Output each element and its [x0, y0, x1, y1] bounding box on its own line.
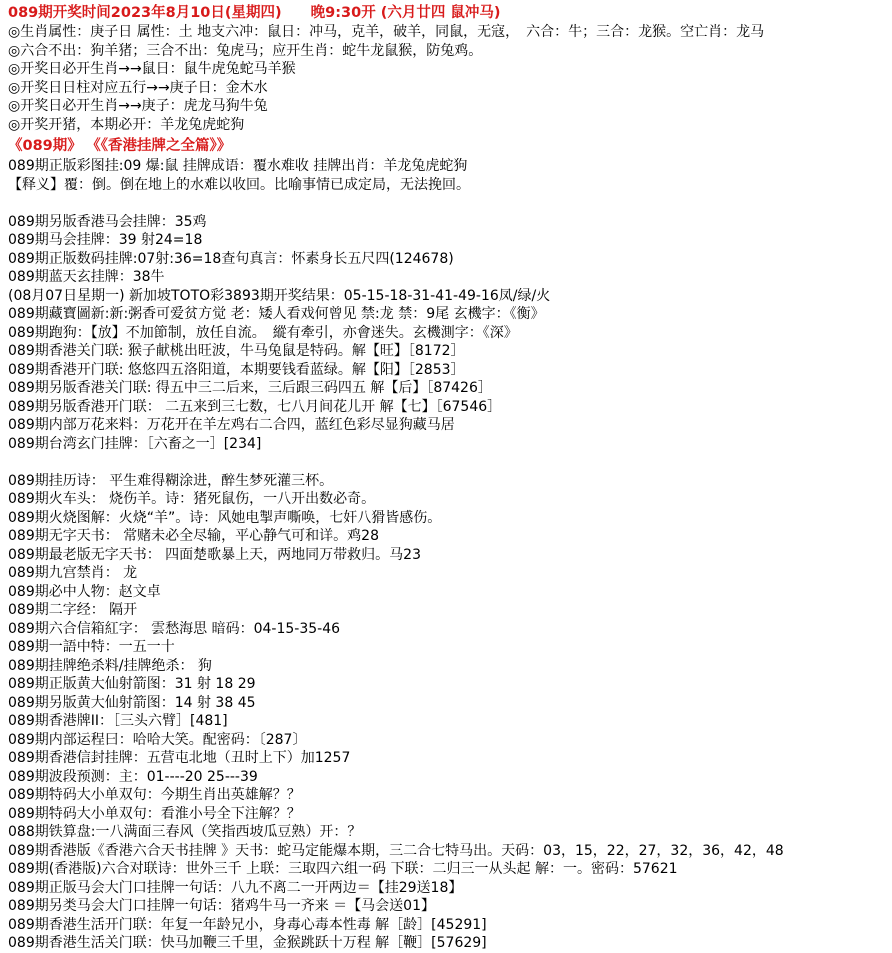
section-title-right: 《《香港挂牌之全篇》》 — [86, 138, 232, 155]
body-line: 089期另版香港关门联: 得五中三二后来，三后跟三码四五 解【后】［87426］ — [8, 380, 492, 397]
body-line: 089期香港开门联: 悠悠四五洛阳道，本期要钱看蓝绿。解【阳】［2853］ — [8, 361, 465, 378]
section-title-left: 《089期》 — [8, 138, 82, 155]
body-line: 089期正版黄大仙射箭图：31 射 18 29 — [8, 676, 256, 693]
body-line: 089期内部万花来料：万花开在羊左鸡右二合四，蓝红色彩尽显狗藏马居 — [8, 417, 455, 434]
body-line: 089期香港关门联: 猴子献桃出旺波，牛马兔鼠是特码。解【旺】［8172］ — [8, 343, 465, 360]
body-line: 089期藏寶圖新:新:粥香可爱贫方觉 老：矮人看戏何曾见 禁:龙 禁：9尾 玄機字：《衡》 — [8, 306, 545, 323]
document-body — [0, 157, 892, 953]
body-line: 089期另版黄大仙射箭图：14 射 38 45 — [8, 694, 256, 711]
body-line: 089期火车头： 烧伤羊。诗：猪死鼠伤，一八开出数必奇。 — [8, 491, 376, 508]
body-line: 089期香港生活关门联：快马加鞭三千里，金猴跳跃十万程 解［鞭］[57629] — [8, 935, 487, 952]
body-line: 089期台湾玄门挂牌：［六畜之一］[234] — [8, 435, 262, 452]
body-line: 089期另版香港马会挂牌：35鸡 — [8, 213, 207, 230]
header-line-6: ◎开奖开猪，本期必开：羊龙兔虎蛇狗 — [8, 116, 245, 133]
body-line: 089期挂历诗： 平生难得糊涂进，醉生梦死灌三杯。 — [8, 472, 334, 489]
header-line-0: 089期开奖时间2023年8月10日(星期四) 晚9:30开 (六月廿四 鼠冲马) — [8, 5, 501, 21]
body-line: 089期六合信箱紅字： 雲愁海思 暗码：04-15-35-46 — [8, 620, 341, 637]
header-line-4: ◎开奖日日柱对应五行→→庚子日：金木水 — [8, 79, 268, 96]
body-line: 089期火烧图解：火烧“羊”。诗：风她电掣声嘶唤，七奸八猾皆感伤。 — [8, 509, 442, 526]
body-line: 【释义】覆：倒。倒在地上的水难以收回。比喻事情已成定局，无法挽回。 — [8, 176, 470, 193]
body-line: 089期特码大小单双句：看淮小号全下注解？？ — [8, 805, 301, 822]
body-line: 089期香港信封挂牌：五营屯北地（丑时上下）加1257 — [8, 750, 351, 767]
body-line: 089期无字天书： 常赌未必全尽输，平心静气可和详。鸡28 — [8, 528, 379, 545]
header-line-3: ◎开奖日必开生肖→→鼠日：鼠牛虎兔蛇马羊猴 — [8, 61, 296, 78]
body-line: 089期正版马会大门口挂牌一句话：八九不离二一开两边＝【挂29送18】 — [8, 879, 463, 896]
body-line: 089期特码大小单双句：今期生肖出英雄解？？ — [8, 787, 301, 804]
body-line: 089期波段预测：主：01----20 25---39 — [8, 768, 258, 785]
body-line: 089期正版彩图挂:09 爆:鼠 挂牌成语：覆水难收 挂牌出肖：羊龙兔虎蛇狗 — [8, 158, 468, 175]
body-line: 089期最老版无字天书： 四面楚歌暴上天，两地同万带救归。马23 — [8, 546, 421, 563]
body-line: 089期必中人物：赵文卓 — [8, 583, 161, 600]
header-line-1: ◎生肖属性：庚子日 属性：土 地支六冲：鼠日：冲马，克羊，破羊，同鼠，无寇， 六合：牛；三合：龙猴。空亡肖：龙马 — [8, 24, 765, 41]
body-line: 089期(香港版)六合对联诗：世外三千 上联：三取四六组一码 下联：二归三一从头起 解：一。密码：57621 — [8, 861, 678, 878]
section-title-row — [0, 137, 892, 156]
body-line: 089期九宫禁肖： 龙 — [8, 565, 138, 582]
body-line: 089期蓝天玄挂牌：38牛 — [8, 269, 165, 286]
body-line: 089期另类马会大门口挂牌一句话：猪鸡牛马一齐来 ＝【马会送01】 — [8, 898, 435, 915]
body-line: 088期铁算盘:一八满面三春风（笑指西坡瓜豆熟）开：？ — [8, 824, 362, 841]
body-line — [0, 194, 892, 213]
body-line: 089期二字经： 隔开 — [8, 602, 138, 619]
body-line: 089期跑狗：【放】不加節制，放任自流。 縱有牽引，亦會迷失。玄機測字：《深》 — [8, 324, 518, 341]
body-line: 089期内部运程曰：哈哈大笑。配密码：〔287〕 — [8, 731, 307, 748]
body-line: 089期挂牌绝杀料/挂牌绝杀： 狗 — [8, 657, 212, 674]
body-line — [0, 453, 892, 472]
body-line: 089期香港版《香港六合天书挂牌 》天书：蛇马定能爆本期，三二合七特马出。天码：03，15，22，27，32，36，42，48 — [8, 842, 784, 859]
body-line: 089期正版数码挂牌:07射:36=18查句真言：怀素身长五尺四(124678) — [8, 250, 454, 267]
body-line: 089期一語中特：一五一十 — [8, 639, 175, 656]
body-line: 089期香港生活开门联：年复一年龄兄小，身毒心毒本性毒 解［龄］[45291] — [8, 916, 487, 933]
body-line: (08月07日星期一) 新加坡TOTO彩3893期开奖结果：05-15-18-31-41-49-16凤/绿/火 — [8, 287, 551, 304]
header-line-2: ◎六合不出：狗羊猪；三合不出：兔虎马；应开生肖：蛇牛龙鼠猴，防兔鸡。 — [8, 42, 483, 59]
header-line-5: ◎开奖日必开生肖→→庚子：虎龙马狗牛兔 — [8, 98, 268, 115]
body-line: 089期香港牌II：［三头六臂］[481] — [8, 713, 228, 730]
body-line: 089期马会挂牌：39 射24=18 — [8, 232, 203, 249]
body-line: 089期另版香港开门联： 二五来到三七数，七八月间花儿开 解【七】［67546］ — [8, 398, 502, 415]
